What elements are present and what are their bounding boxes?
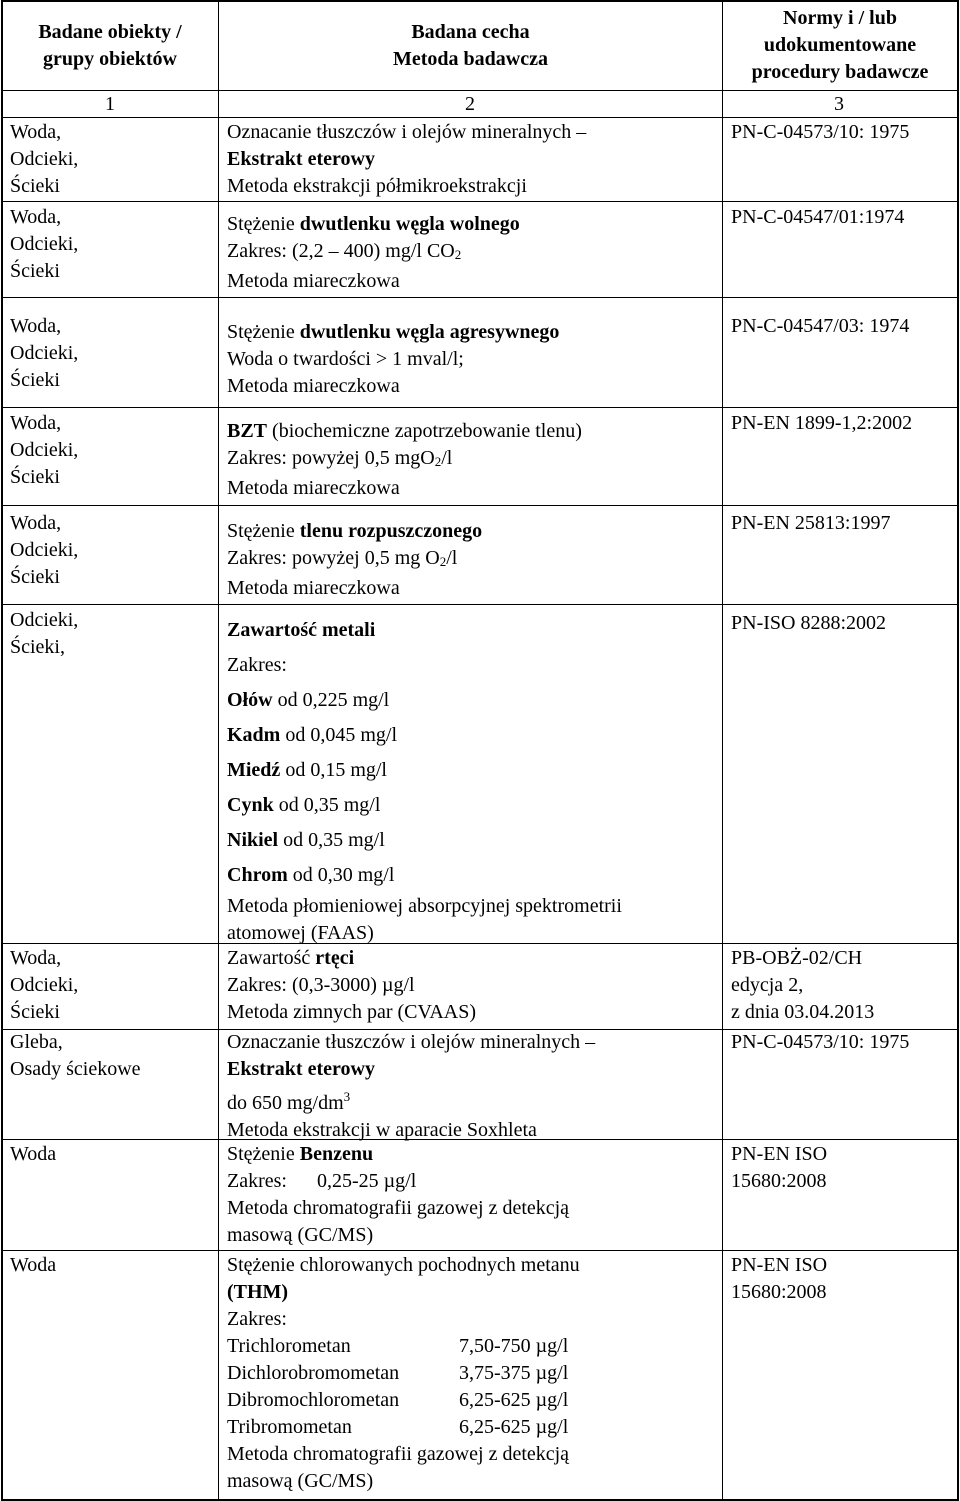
row-norm: PN-ISO 8288:2002 bbox=[731, 612, 887, 634]
row-norm: PN-EN 1899-1,2:2002 bbox=[731, 412, 913, 434]
table-border-right bbox=[957, 0, 959, 1501]
row-feature: Oznaczanie tłuszczów i olejów mineralnych – Ekstrakt eterowy do 650 $mg/dm^3$ Metoda ekstrakcji w aparacie Soxhleta bbox=[227, 1031, 596, 1141]
row-feature: Zawartość rtęci Zakres: (0,3-3000) µg/l Metoda zimnych par (CVAAS) bbox=[227, 947, 477, 1023]
row-divider bbox=[1, 201, 959, 202]
row-objects: Woda, Odcieki, Ścieki bbox=[10, 315, 79, 391]
row-divider bbox=[1, 1250, 959, 1251]
row-norm: PN-C-04573/10: 1975 bbox=[731, 121, 910, 143]
row-objects: Woda bbox=[10, 1143, 57, 1165]
row-norm: PN-C-04573/10: 1975 bbox=[731, 1031, 910, 1053]
row-objects: Gleba, Osady ściekowe bbox=[10, 1031, 141, 1080]
row-feature: Stężenie dwutlenku węgla agresywnego Woda o twardości > 1 mval/l; Metoda miareczkowa bbox=[227, 321, 560, 397]
row-norm: PB-OBŻ-02/CH edycja 2, z dnia 03.04.2013 bbox=[731, 947, 875, 1023]
row-feature: Oznacanie tłuszczów i olejów mineralnych – Ekstrakt eterowy Metoda ekstrakcji półmikroekstrakcji bbox=[227, 121, 587, 197]
row-norm: PN-EN ISO 15680:2008 bbox=[731, 1143, 828, 1192]
row-divider bbox=[1, 604, 959, 605]
row-divider bbox=[1, 297, 959, 298]
row-objects: Woda, Odcieki, Ścieki bbox=[10, 512, 79, 588]
row-objects: Odcieki, Ścieki, bbox=[10, 609, 79, 658]
row-norm: PN-C-04547/03: 1974 bbox=[731, 315, 910, 337]
column-divider-1 bbox=[218, 0, 219, 1501]
row-objects: Woda, Odcieki, Ścieki bbox=[10, 947, 79, 1023]
row-feature: Stężenie dwutlenku węgla wolnego Zakres: (2,2 – 400) mg/l CO2 Metoda miareczkowa bbox=[227, 213, 520, 292]
header-objects: Badane obiekty / grupy obiektów bbox=[38, 21, 182, 70]
row-objects: Woda, Odcieki, Ścieki bbox=[10, 206, 79, 282]
row-objects: Woda bbox=[10, 1254, 57, 1276]
row-feature: Zawartość metali Zakres: Ołów od 0,225 mg/l Kadm od 0,045 mg/l Miedź od 0,15 mg/l Cynk od 0,35 mg/l Nikiel od 0,35 mg/l Chrom od 0,30 mg/l Metoda płomieniowej absorpcyjnej spektrometrii atomowej (FAAS) bbox=[227, 619, 622, 944]
row-objects: Woda, Odcieki, Ścieki bbox=[10, 121, 79, 197]
row-divider bbox=[1, 505, 959, 506]
header-norms: Normy i / lub udokumentowane procedury badawcze bbox=[751, 7, 929, 83]
row-divider bbox=[1, 117, 959, 118]
column-number-2: 2 bbox=[465, 93, 475, 115]
row-objects: Woda, Odcieki, Ścieki bbox=[10, 412, 79, 488]
column-number-1: 1 bbox=[105, 93, 115, 115]
row-divider bbox=[1, 407, 959, 408]
row-divider bbox=[1, 90, 959, 91]
row-feature: BZT (biochemiczne zapotrzebowanie tlenu) Zakres: powyżej 0,5 mgO2/l Metoda miareczkowa bbox=[227, 420, 582, 499]
table-border-top bbox=[1, 0, 959, 2]
row-feature: Stężenie tlenu rozpuszczonego Zakres: powyżej 0,5 mg O2/l Metoda miareczkowa bbox=[227, 520, 483, 599]
row-norm: PN-C-04547/01:1974 bbox=[731, 206, 905, 228]
row-feature: Stężenie Benzenu Zakres: 0,25-25 µg/l Metoda chromatografii gazowej z detekcją masową (GC/MS) bbox=[227, 1143, 570, 1246]
table-border-left bbox=[1, 0, 3, 1501]
row-norm: PN-EN ISO 15680:2008 bbox=[731, 1254, 828, 1303]
column-number-3: 3 bbox=[834, 93, 844, 115]
header-feature: Badana cecha Metoda badawcza bbox=[393, 21, 548, 70]
column-divider-2 bbox=[722, 0, 723, 1501]
row-norm: PN-EN 25813:1997 bbox=[731, 512, 891, 534]
row-feature: Stężenie chlorowanych pochodnych metanu (THM) Zakres: Trichlorometan 7,50-750 µg/l Dichlorobromometan 3,75-375 µg/l Dibromochlorometan 6,25-625 µg/l Tribromometan 6,25-625 µg/l Metoda chromatografii gazowej z detekcją masową (GC/MS) bbox=[227, 1254, 580, 1492]
